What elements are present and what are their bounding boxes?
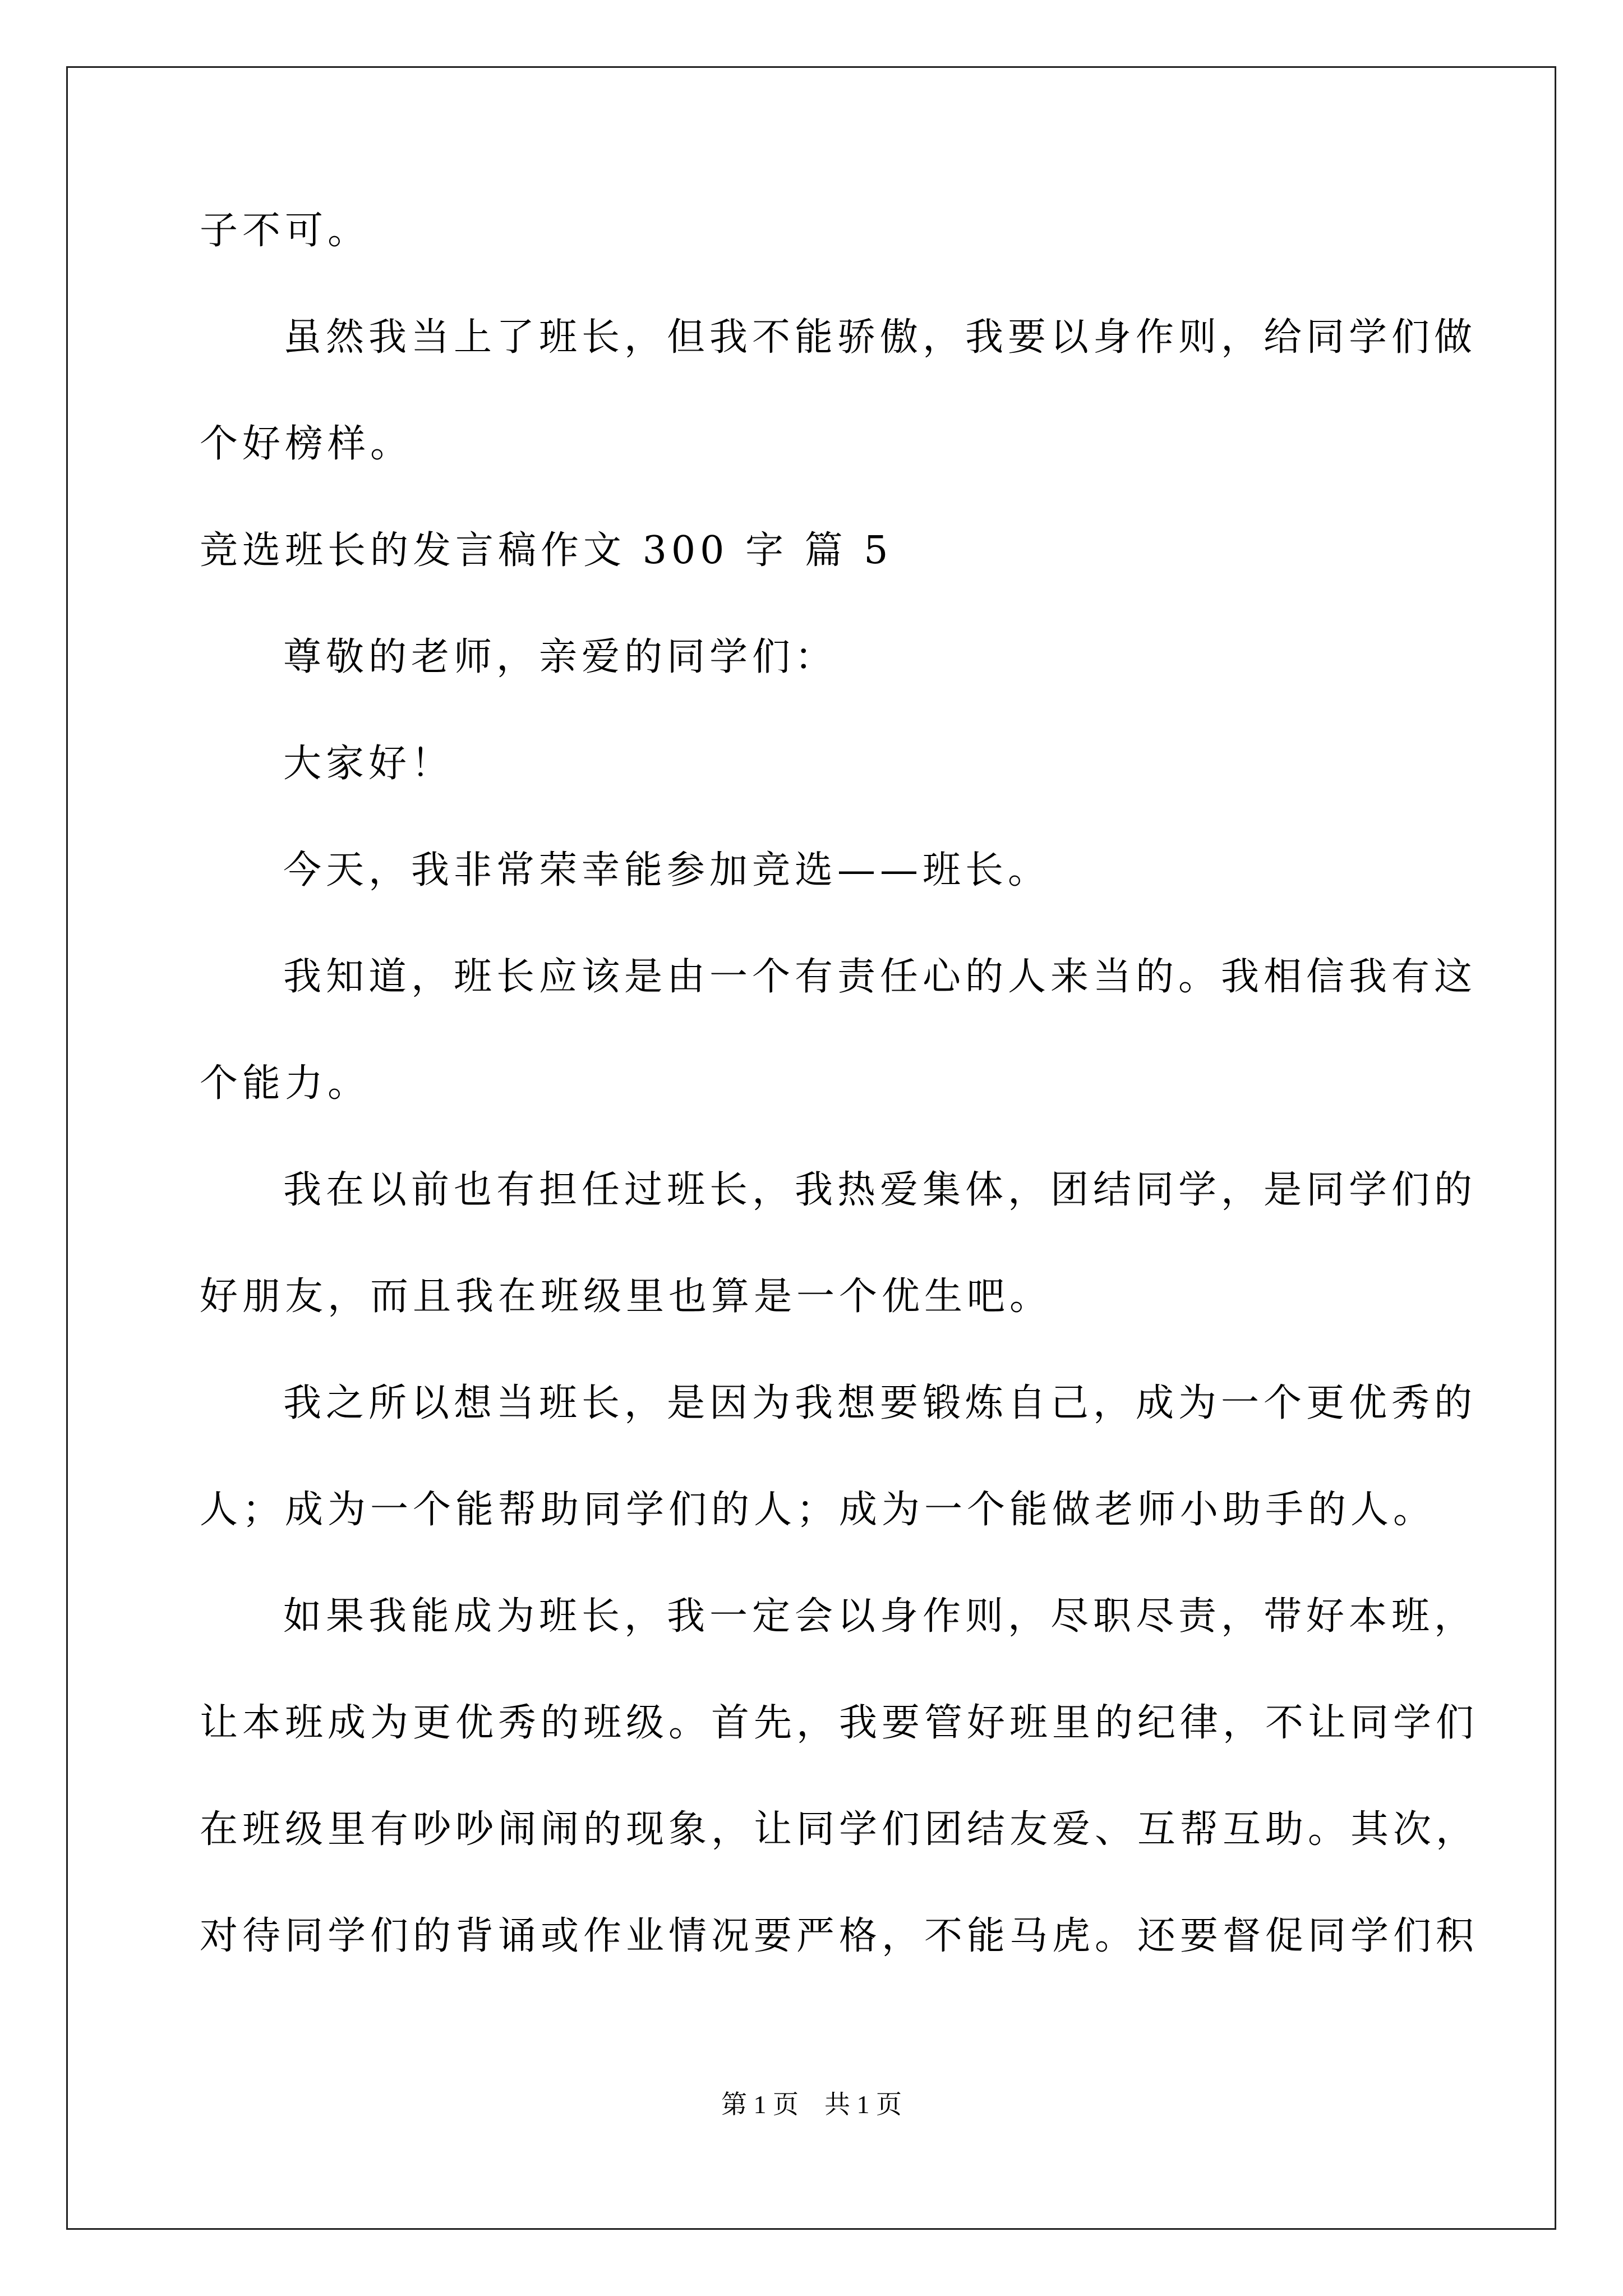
text-line: 个好榜样。 [200,422,413,466]
text-line: 今天，我非常荣幸能参加竞选——班长。 [283,848,1051,892]
text-line: 尊敬的老师，亲爱的同学们： [283,635,838,679]
text-line: 如果我能成为班长，我一定会以身作则，尽职尽责，带好本班， [283,1594,1477,1639]
text-line: 我在以前也有担任过班长，我热爱集体，团结同学，是同学们的 [283,1168,1477,1212]
text-line: 子不可。 [200,209,371,253]
text-line: 人；成为一个能帮助同学们的人；成为一个能做老师小助手的人。 [200,1488,1436,1532]
page-footer: 第 1 页 共 1 页 [721,2090,902,2119]
text-line: 好朋友，而且我在班级里也算是一个优生吧。 [200,1274,1053,1319]
text-line: 虽然我当上了班长，但我不能骄傲，我要以身作则，给同学们做 [283,315,1477,360]
text-line: 我知道，班长应该是由一个有责任心的人来当的。我相信我有这 [283,955,1477,999]
text-line: 在班级里有吵吵闹闹的现象，让同学们团结友爱、互帮互助。其次， [200,1807,1479,1852]
text-line: 让本班成为更优秀的班级。首先，我要管好班里的纪律，不让同学们 [200,1701,1479,1745]
section-heading: 竞选班长的发言稿作文 300 字 篇 5 [200,528,893,573]
text-line: 我之所以想当班长，是因为我想要锻炼自己，成为一个更优秀的 [283,1381,1477,1425]
page-border [66,66,1556,2230]
text-line: 对待同学们的背诵或作业情况要严格，不能马虎。还要督促同学们积 [200,1914,1479,1958]
text-line: 个能力。 [200,1061,371,1106]
text-line: 大家好！ [283,742,454,786]
